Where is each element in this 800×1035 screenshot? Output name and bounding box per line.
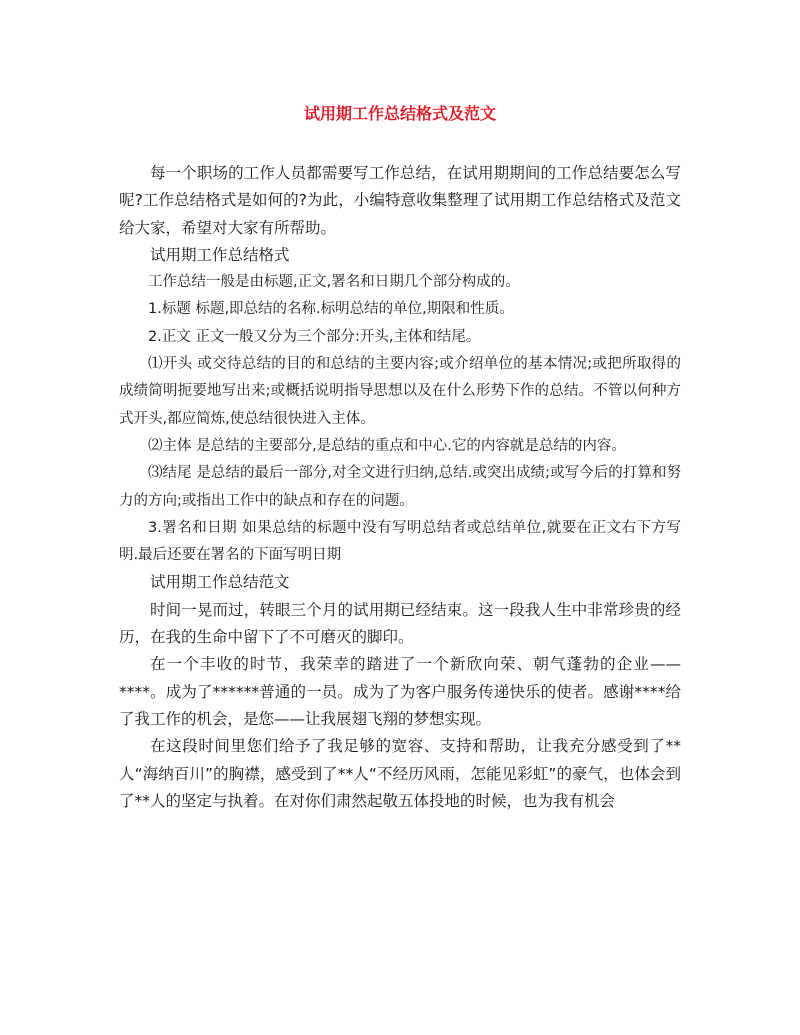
paragraph-composition: 工作总结一般是由标题,正文,署名和日期几个部分构成的。 [148,274,520,291]
sample-paragraph-1: 时间一晃而过，转眼三个月的试用期已经结束。这一段我人生中非常珍贵的经历，在我的生命中留下了不可磨灭的脚印。 [119,600,681,647]
paragraph-title: 1.标题 标题,即总结的名称.标明总结的单位,期限和性质。 [148,301,514,318]
sample-paragraph-2: 在一个丰收的时节，我荣幸的踏进了一个新欣向荣、朝气蓬勃的企业——****。成为了******普通的一员。成为了为客户服务传递快乐的使者。感谢****给了我工作的机会，是您——让我展翅飞翔的梦想实现。 [119,655,681,728]
document-body [119,160,681,815]
section-heading-sample: 试用期工作总结范文 [150,573,290,592]
intro-paragraph: 每一个职场的工作人员都需要写工作总结，在试用期期间的工作总结要怎么写呢?工作总结格式是如何的?为此，小编特意收集整理了试用期工作总结格式及范文给大家，希望对大家有所帮助。 [119,164,681,237]
sample-paragraph-3: 在这段时间里您们给予了我足够的宽容、支持和帮助，让我充分感受到了**人“海纳百川”的胸襟，感受到了**人“不经历风雨，怎能见彩虹”的豪气，也体会到了**人的坚定与执着。在对你们肃然起敬五体投地的时候，也为我有机会 [119,737,681,810]
document-title: 试用期工作总结格式及范文 [303,104,496,123]
paragraph-opening: ⑴开头 或交待总结的目的和总结的主要内容;或介绍单位的基本情况;或把所取得的成绩简明扼要地写出来;或概括说明指导思想以及在什么形势下作的总结。不管以何种方式开头,都应简炼,使总结很快进入主体。 [119,356,681,427]
paragraph-signature: 3.署名和日期 如果总结的标题中没有写明总结者或总结单位,就要在正文右下方写明.最后还要在署名的下面写明日期 [119,519,681,564]
paragraph-ending: ⑶结尾 是总结的最后一部分,对全文进行归纳,总结.或突出成绩;或写今后的打算和努力的方向;或指出工作中的缺点和存在的问题。 [119,465,681,509]
section-heading-format: 试用期工作总结格式 [150,245,290,264]
paragraph-body: 2.正文 正文一般又分为三个部分:开头,主体和结尾。 [148,328,481,345]
paragraph-main: ⑵主体 是总结的主要部分,是总结的重点和中心.它的内容就是总结的内容。 [148,437,626,454]
